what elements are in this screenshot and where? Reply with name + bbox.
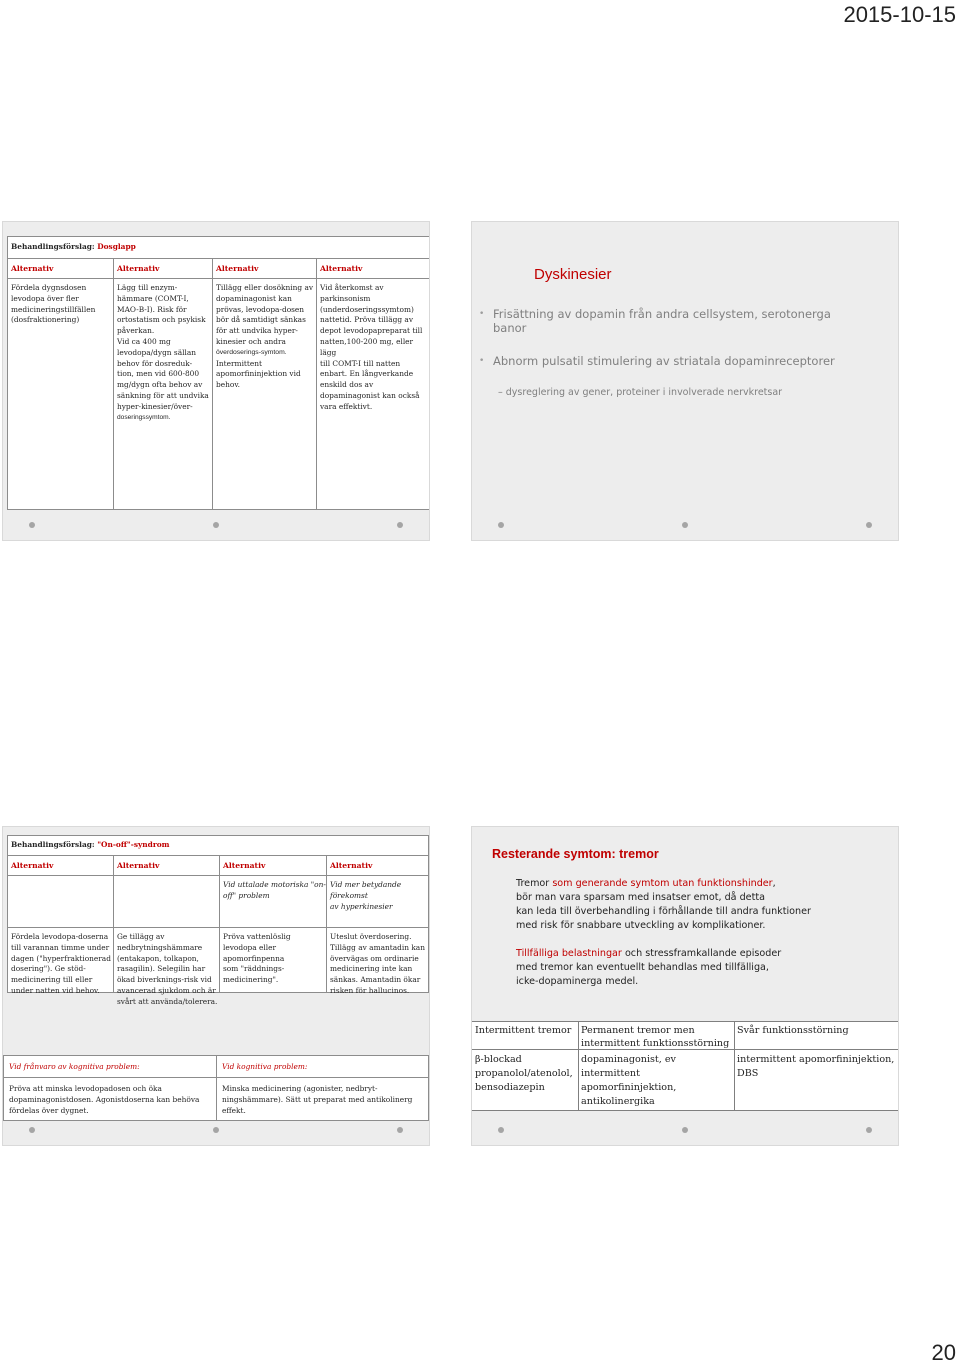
footer-dot-icon — [213, 1127, 219, 1133]
header-alternativ-2: Alternativ — [117, 264, 160, 273]
cognitive-present-text: Minska medicinering (agonister, nedbryt- ningshämmare). Sätt ut preparat med antikolinerg effekt. — [222, 1084, 413, 1115]
header-alternativ-2: Alternativ — [117, 861, 160, 870]
table-title: Behandlingsförslag: "On-off"-syndrom — [11, 840, 170, 849]
slide-footer — [3, 1115, 429, 1145]
slide-dyskinesier — [471, 221, 899, 541]
cell-alt1: Fördela levodopa-doserna till varannan timme under dagen ("hyperfraktionerad dosering"). Ge stöd- medicinering till eller under natten vid behov. — [11, 932, 111, 995]
footer-dot-icon — [29, 1127, 35, 1133]
slide-title: Resterande symtom: tremor — [492, 847, 659, 861]
cognitive-absent-heading: Vid frånvaro av kognitiva problem: — [9, 1062, 140, 1071]
header-alternativ-3: Alternativ — [223, 861, 266, 870]
slide-footer — [472, 510, 898, 540]
table-title: Behandlingsförslag: Dosglapp — [11, 242, 136, 251]
bullet-icon: • — [479, 356, 485, 366]
slide-tremor — [471, 826, 899, 1146]
footer-dot-icon — [397, 1127, 403, 1133]
on-off-table — [7, 835, 429, 1006]
slide-dosglapp — [2, 221, 430, 541]
condition-label: Vid mer betydande förekomst av hyperkinesier — [330, 880, 402, 911]
footer-dot-icon — [397, 522, 403, 528]
cognitive-absent-text: Pröva att minska levodopadosen och öka dopaminagonistdosen. Agonistdoserna kan behöva fördelas över dygnet. — [9, 1084, 200, 1115]
page-date: 2015-10-15 — [843, 2, 956, 27]
footer-dot-icon — [213, 522, 219, 528]
header-alternativ-4: Alternativ — [320, 264, 363, 273]
footer-dot-icon — [682, 1127, 688, 1133]
bullet-item: • Abnorm pulsatil stimulering av striatala dopaminreceptorer — [479, 354, 835, 368]
footer-dot-icon — [498, 522, 504, 528]
tremor-paragraph: Tremor som generande symtom utan funktionshinder, bör man vara sparsam med insatser emot, då detta kan leda till överbehandling i förhållande till andra funktioner med risk för snabbare utveckling av komplikationer. — [516, 878, 811, 931]
col-intermittent: Intermittent tremor β-blockad propanolol/atenolol, bensodiazepin — [475, 1025, 573, 1093]
footer-dot-icon — [866, 1127, 872, 1133]
page-number: 20 — [931, 1340, 956, 1365]
footer-dot-icon — [682, 522, 688, 528]
sub-bullet-item: – dysreglering av gener, proteiner i involverade nervkretsar — [498, 387, 783, 398]
footer-dot-icon — [866, 522, 872, 528]
cell-alt1: Fördela dygnsdosen levodopa över fler medicineringstillfällen (dosfraktionering) — [11, 283, 96, 325]
bullet-icon: • — [479, 309, 485, 319]
dosglapp-table — [7, 236, 430, 510]
slide-on-off — [2, 826, 430, 1146]
header-alternativ-1: Alternativ — [11, 264, 54, 273]
cell-alt3: Tillägg eller dosökning av dopaminagonist kan prövas, levodopa-dosen bör då samtidigt sänkas för att undvika hyper- kinesier och andra överdoserings-symtom. Intermittent apomorfininjektion vid behov. — [216, 283, 314, 390]
bullet-item: • Frisättning av dopamin från andra cellsystem, serotonerga banor — [479, 307, 831, 335]
cognitive-table — [3, 1055, 429, 1121]
cell-alt4: Uteslut överdosering. Tillägg av amantadin kan övervägas om ordinarie medicinering inte kan sänkas. Amantadin ökar risken för hallucinos. — [330, 932, 425, 995]
cell-alt4: Vid återkomst av parkinsonism (underdoseringssymtom) nattetid. Pröva tillägg av depot levodopapreparat till natten,100-200 mg, eller lägg till COMT-I till natten enbart. En långverkande enskild dos av dopaminagonist kan också vara effektivt. — [320, 283, 423, 411]
cell-alt2: Ge tillägg av nedbrytningshämmare (entakapon, tolkapon, rasagilin). Selegilin har ökad biverknings-risk vid avancerad sjukdom och är svårt att använda/tolerera. — [117, 932, 218, 1006]
header-alternativ-3: Alternativ — [216, 264, 259, 273]
header-alternativ-1: Alternativ — [11, 861, 54, 870]
col-severe: Svår funktionsstörning intermittent apomorfininjektion, DBS — [737, 1025, 895, 1079]
cell-alt3: Pröva vattenlöslig levodopa eller apomorfinpenna som "räddnings- medicinering". — [223, 932, 291, 985]
condition-label: Vid uttalade motoriska "on- off" problem — [223, 880, 326, 900]
slide-footer — [472, 1115, 898, 1145]
header-alternativ-4: Alternativ — [330, 861, 373, 870]
footer-dot-icon — [498, 1127, 504, 1133]
cognitive-present-heading: Vid kognitiva problem: — [222, 1062, 308, 1071]
dash-icon: – — [498, 387, 503, 398]
slide-title: Dyskinesier — [534, 266, 612, 283]
footer-dot-icon — [29, 522, 35, 528]
slide-footer — [3, 510, 429, 540]
tremor-paragraph: Tillfälliga belastningar och stressframkallande episoder med tremor kan eventuellt behandlas med tillfälliga, icke-dopaminerga medel. — [516, 948, 782, 987]
tremor-table — [472, 1021, 898, 1111]
col-permanent: Permanent tremor men intermittent funktionsstörning dopaminagonist, ev intermittent apomorfininjektion, antikolinergika — [581, 1025, 730, 1107]
cell-alt2: Lägg till enzym- hämmare (COMT-I, MAO-B-I). Risk för ortostatism och psykisk påverkan. Vid ca 400 mg levodopa/dygn sällan behov för dosreduk- tion, men vid 600-800 mg/dygn ofta behov av sänkning för att undvika hyper-kinesier/över- doseringssymtom. — [117, 283, 209, 421]
